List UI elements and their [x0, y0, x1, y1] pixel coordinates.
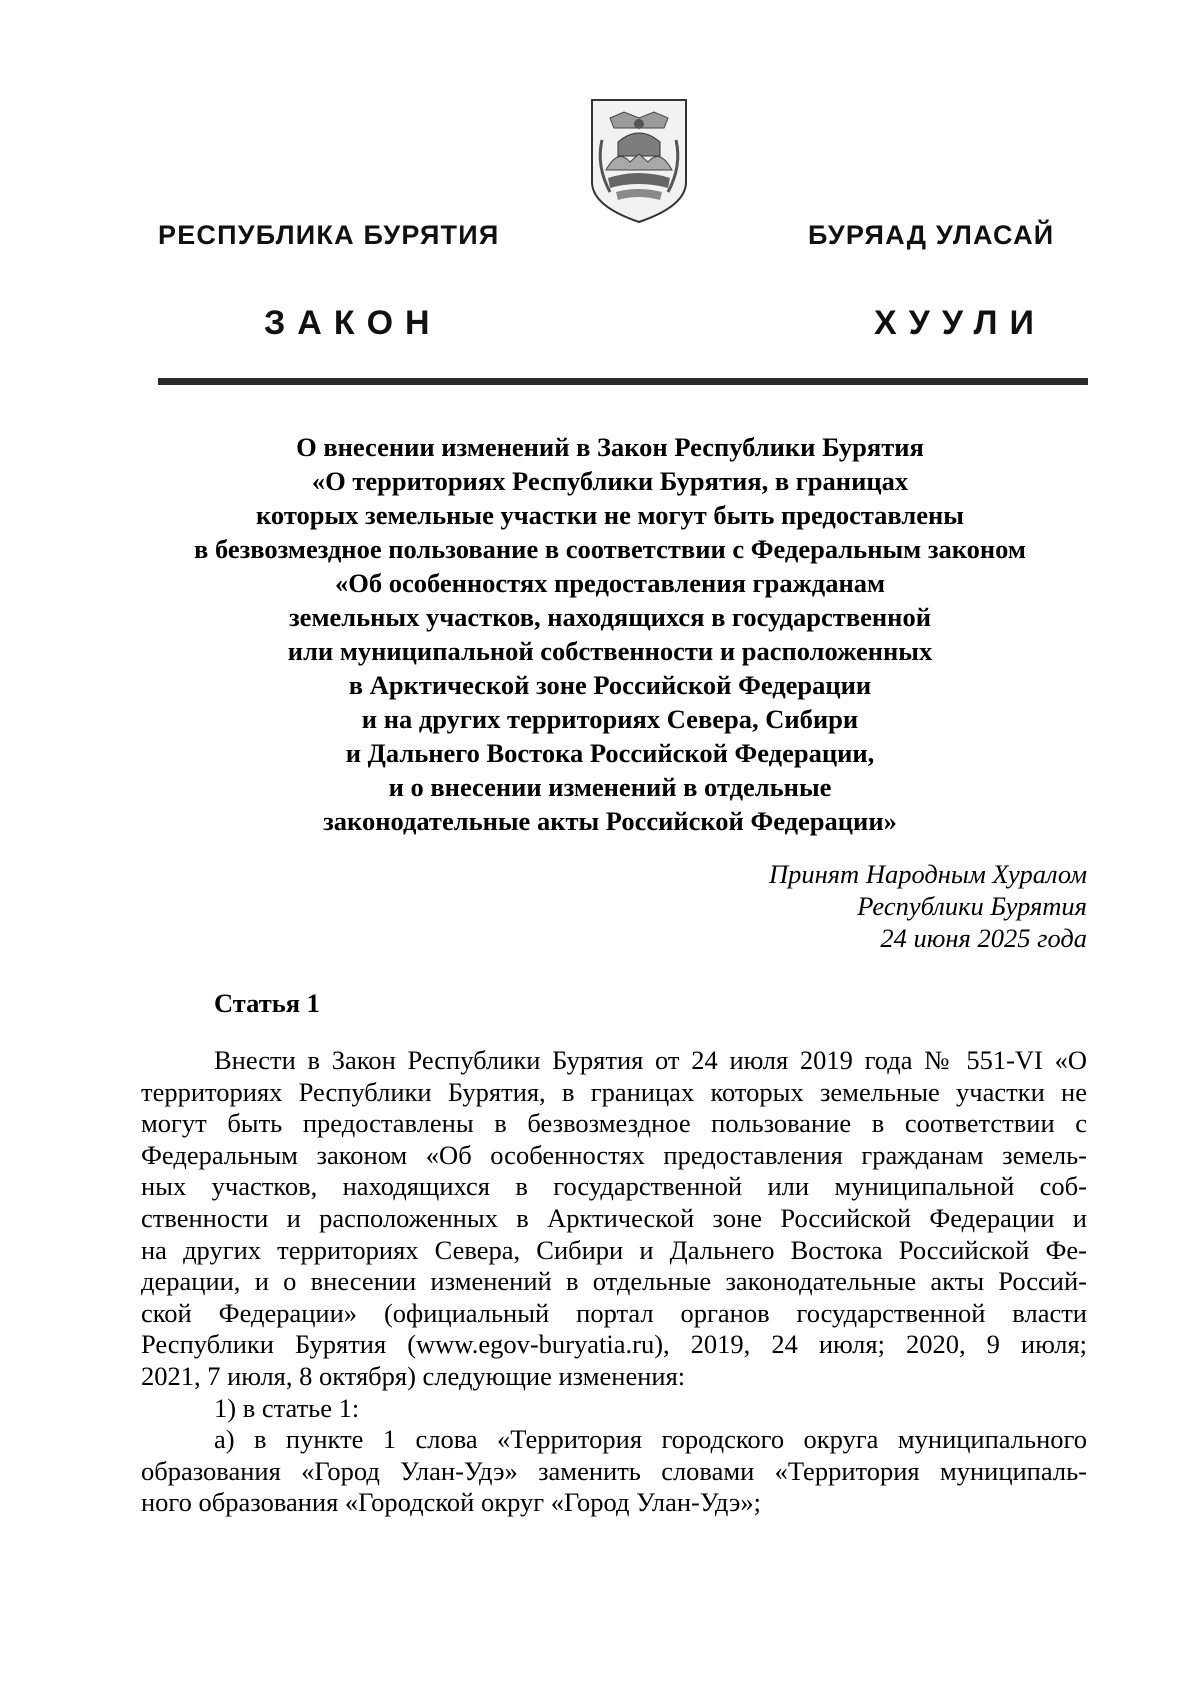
- title-line: или муниципальной собственности и расположенных: [287, 636, 933, 666]
- title-line: в Арктической зоне Российской Федерации: [348, 670, 872, 700]
- adoption-note: [769, 858, 1087, 954]
- doc-type-buryat: ХУУЛИ: [874, 304, 1046, 342]
- paragraph-line: территориях Республики Бурятия, в границах которых земельные участки не: [141, 1076, 1087, 1107]
- title-line: в безвозмездное пользование в соответствии с Федеральным законом: [194, 534, 1026, 564]
- paragraph-line: дерации, и о внесении изменений в отдельные законодательные акты Россий-: [141, 1266, 1087, 1297]
- title-line: земельных участков, находящихся в государственной: [289, 602, 931, 632]
- paragraph-line: ской Федерации» (официальный портал органов государственной власти: [141, 1297, 1087, 1328]
- adoption-line: 24 июня 2025 года: [880, 923, 1087, 953]
- doc-type-russian: ЗАКОН: [264, 304, 442, 342]
- title-line: законодательные акты Российской Федерации»: [323, 806, 897, 836]
- article-heading: Статья 1: [214, 988, 320, 1018]
- law-title: [120, 430, 1100, 838]
- title-line: и на других территориях Севера, Сибири: [361, 704, 859, 734]
- paragraph-line: Республики Бурятия (www.egov-buryatia.ru), 2019, 24 июля; 2020, 9 июля;: [141, 1329, 1087, 1360]
- coat-of-arms-icon: [588, 96, 690, 226]
- paragraph-line: на других территориях Севера, Сибири и Дальнего Востока Российской Фе-: [141, 1234, 1087, 1265]
- paragraph-line: Федеральным законом «Об особенностях предоставления гражданам земель-: [141, 1139, 1087, 1170]
- adoption-line: Республики Бурятия: [857, 891, 1087, 921]
- region-name-buryat: БУРЯАД УЛАСАЙ: [808, 220, 1055, 250]
- region-name-russian: РЕСПУБЛИКА БУРЯТИЯ: [158, 220, 500, 250]
- paragraph-line: ных участков, находящихся в государственной или муниципальной соб-: [141, 1171, 1087, 1202]
- title-line: О внесении изменений в Закон Республики Бурятия: [296, 432, 924, 462]
- adoption-line: Принят Народным Хуралом: [768, 859, 1087, 889]
- title-line: «О территориях Республики Бурятия, в границах: [311, 466, 909, 496]
- title-line: которых земельные участки не могут быть предоставлены: [256, 500, 964, 530]
- subitem-a-line: ного образования «Городской округ «Город Улан-Удэ»;: [141, 1487, 762, 1518]
- paragraph-line: 2021, 7 июля, 8 октября) следующие изменения:: [141, 1360, 686, 1391]
- subitem-a-line: а) в пункте 1 слова «Территория городского округа муниципального: [214, 1424, 1087, 1455]
- title-line: и о внесении изменений в отдельные: [388, 772, 832, 802]
- list-item-1: 1) в статье 1:: [214, 1392, 360, 1423]
- title-line: «Об особенностях предоставления гражданам: [334, 568, 886, 598]
- title-line: и Дальнего Востока Российской Федерации,: [345, 738, 875, 768]
- article-body: [141, 1045, 1087, 1519]
- paragraph-line: Внести в Закон Республики Бурятия от 24 июля 2019 года № 551-VI «О: [214, 1045, 1087, 1075]
- paragraph-line: ственности и расположенных в Арктической зоне Российской Федерации и: [141, 1202, 1087, 1233]
- header-divider: [158, 378, 1088, 385]
- subitem-a-line: образования «Город Улан-Удэ» заменить словами «Территория муниципаль-: [141, 1455, 1087, 1486]
- paragraph-line: могут быть предоставлены в безвозмездное пользование в соответствии с: [141, 1108, 1087, 1139]
